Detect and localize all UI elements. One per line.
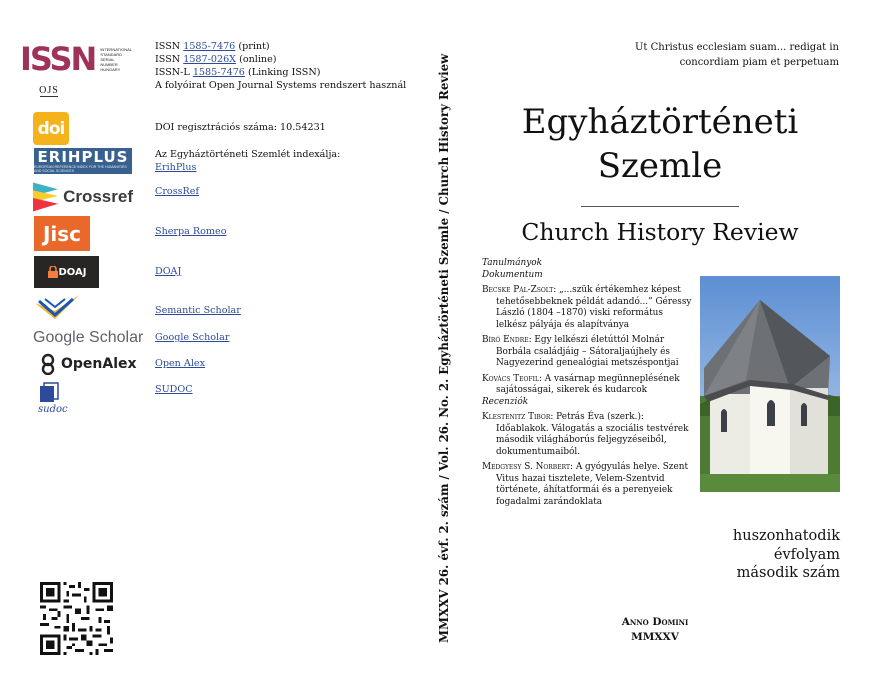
anno-domini: Anno Domini MMXXV [621, 616, 689, 643]
indexing-label: Az Egyháztörténeti Szemlét indexálja: [155, 149, 341, 160]
erihplus-link[interactable]: ErihPlus [155, 162, 197, 173]
issn-print-link[interactable]: 1585-7476 [183, 41, 236, 52]
google-scholar-logo: Google Scholar [33, 329, 144, 346]
issn-online-line: ISSN 1587-026X (online) [155, 54, 277, 65]
indexing-block [155, 148, 340, 174]
issn-linking-line: ISSN-L 1585-7476 (Linking ISSN) [155, 67, 321, 78]
issn-print-line: ISSN 1585-7476 (print) [155, 41, 270, 52]
crossref-logo: Crossref [33, 182, 133, 212]
doaj-lock-icon [47, 266, 59, 278]
journal-title-hungarian: Egyháztörténeti Szemle [521, 102, 799, 186]
toc-entry: Becske Pál-Zsolt: „...szük értékemhez képest tehetősebbeknek példát adandó...” Géressy László (1804 –1870) viski református lelkész pályája és alapítványa [482, 285, 692, 330]
openalex-link[interactable]: Open Alex [155, 358, 205, 369]
doi-registration-text: DOI regisztrációs száma: 10.54231 [155, 122, 326, 133]
doaj-link[interactable]: DOAJ [155, 266, 182, 277]
toc-entry: Bíró Endre: Egy lelkészi életúttól Molnár Borbála családjáig – Sátoraljaújhely és Nagyezerind genealógiai metszéspontjai [482, 335, 679, 368]
table-of-contents [482, 258, 694, 508]
sherpa-romeo-link[interactable]: Sherpa Romeo [155, 226, 227, 237]
erihplus-logo: ERIHPLUS EUROPEAN REFERENCE INDEX FOR THE HUMANITIES AND SOCIAL SCIENCES [34, 148, 132, 174]
toc-entry: Klestenitz Tibor: Petrás Éva (szerk.): Időablakok. Válogatás a szociális testvérek második világháborús feljegyzéseiből, dokumentumaiból. [482, 412, 689, 457]
issn-logo-caption: INTERNATIONAL STANDARD SERIAL NUMBER HUNGARY [100, 46, 133, 72]
doi-logo: doi [33, 112, 69, 145]
title-divider [581, 206, 739, 207]
issn-online-link[interactable]: 1587-026X [183, 54, 237, 65]
issn-linking-link[interactable]: 1585-7476 [192, 67, 245, 78]
openalex-mark-icon [38, 353, 58, 375]
sudoc-logo: sudoc [38, 380, 82, 416]
journal-title-english: Church History Review [521, 218, 799, 246]
motto: Ut Christus ecclesiam suam... redigat in concordiam piam et perpetuam [634, 42, 839, 68]
spine-text: MMXXV 26. évf. 2. szám / Vol. 26. No. 2. Egyháztörténeti Szemle / Church History Review [437, 53, 451, 643]
doaj-logo: DOAJ [34, 256, 99, 288]
toc-entry: Medgyesy S. Norbert: A gyógyulás helye. Szent Vitus hazai tisztelete, Velem-Szentvid története, áhítatformái és a perenyeiek fogadalmi zarándoklata [482, 462, 689, 507]
ojs-note: A folyóirat Open Journal Systems rendszert használ [155, 80, 407, 91]
toc-section-studies: Tanulmányok [482, 258, 542, 268]
sudoc-link[interactable]: SUDOC [155, 384, 193, 395]
openalex-logo: OpenAlex [38, 352, 138, 376]
semantic-scholar-icon [33, 293, 81, 323]
sudoc-book-icon [38, 382, 60, 404]
issn-info [155, 40, 406, 92]
crossref-mark-icon [33, 182, 58, 212]
ojs-logo: OJS [39, 85, 59, 96]
toc-section-document: Dokumentum [482, 269, 543, 280]
church-photo [700, 276, 840, 492]
toc-entry: Kovács Teofil: A vasárnap megünneplésének sajátosságai, sikerek és kudarcok [482, 373, 680, 395]
issn-logo-mark: ISSN [19, 40, 96, 78]
volume-issue-label: huszonhatodik évfolyam második szám [732, 528, 840, 581]
jisc-logo: Jisc [34, 216, 90, 251]
crossref-link[interactable]: CrossRef [155, 186, 200, 197]
semantic-scholar-logo [33, 293, 81, 323]
issn-logo [19, 40, 133, 78]
toc-section-reviews: Recenziók [482, 396, 529, 407]
qr-code [40, 582, 113, 655]
google-scholar-link[interactable]: Google Scholar [155, 332, 230, 343]
semantic-scholar-link[interactable]: Semantic Scholar [155, 305, 241, 316]
